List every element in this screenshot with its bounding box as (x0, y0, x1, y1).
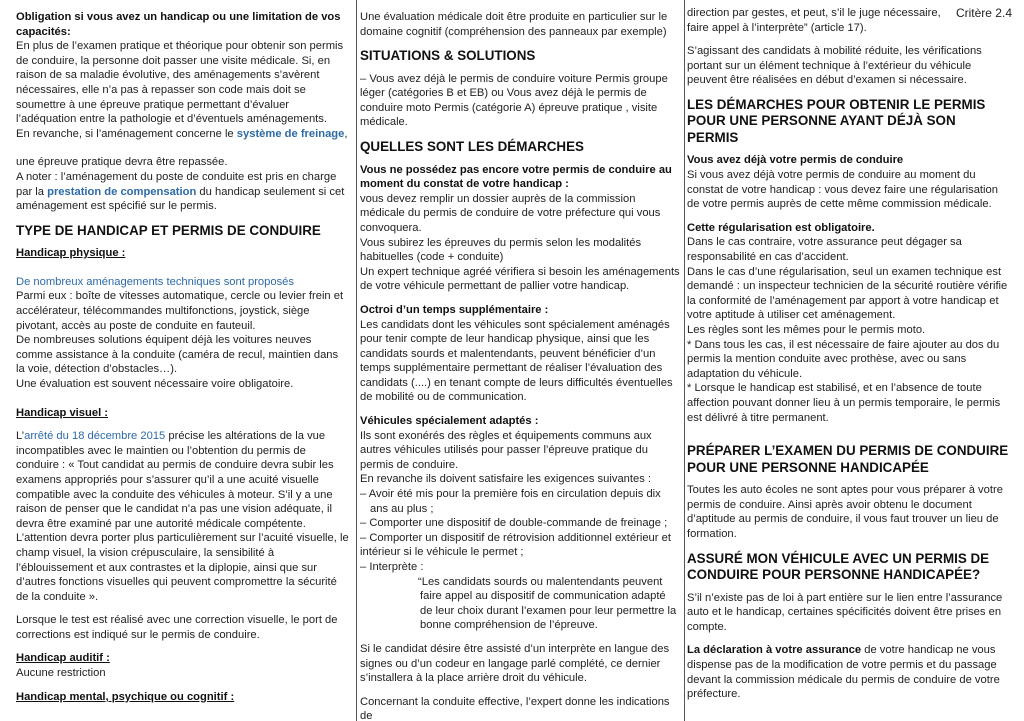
correction-paragraph: Lorsque le test est réalisé avec une correction visuelle, le port de corrections est indiqué sur le permis de conduire. (16, 614, 338, 641)
column-2 (360, 10, 682, 721)
regularisation-paragraph: Cette régularisation est obligatoire. Dans le cas contraire, votre assurance peut dégager sa responsabilité en cas d’accident. Dans le cas d’une régularisation, seul un examen technique est demandé : un inspecteur technicien de la sécurité routière vérifie la conformité de l’aménagement par apport à votre handicap et votre aptitude à utiliser cet aménagement. Les règles sont les mêmes pour le permis moto. * Dans tous les cas, il est nécessaire de faire ajouter au dos du permis la mention conduite avec prothèse, avec ou sans adaptation du véhicule. * Lorsque le handicap est stabilisé, et en l’absence de toute affection pouvant donner lieu à un permis temporaire, le permis est délivré à titre permanent. (687, 221, 1008, 424)
heading-demarches-deja: LES DÉMARCHES POUR OBTENIR LE PERMIS POUR UNE PERSONNE AYANT DÉJÀ SON PERMIS (687, 96, 986, 145)
vehicules-paragraph: Véhicules spécialement adaptés : Ils sont exonérés des règles et équipements communs aux autres véhicules utilisés pour passer l’épreuve pratique du permis de conduire. En revanche ils doivent satisfaire les exigences suivantes : – Avoir été mis pour la première fois en circulation depuis dix ans au plus ; – Comporter une dispositif de double-commande de freinage ; – Comporter un dispositif de rétrovision additionnel extérieur et intérieur si le véhicule le permet ; – Interprète : (360, 415, 671, 573)
subheading-mental: Handicap mental, psychique ou cognitif : (16, 690, 235, 703)
column-divider (356, 0, 357, 721)
interprete-quote: “Les candidats sourds ou malentendants peuvent faire appel au dispositif de communication adapté de leur choix durant l’examen pour leur permettre la bonne compréhension de l’épreuve. (418, 575, 677, 632)
temps-paragraph: Octroi d’un temps supplémentaire : Les candidats dont les véhicules sont spécialement aménagés pour tenir compte de leur handicap physique, ainsi que les candidats sourds et malentendants, peuvent bénéficier d’un temps supplémentaire permettant de réaliser l’évaluation des candidats (....) en tenant compte de leurs difficultés éventuelles de mobilité ou de communication. (360, 303, 673, 404)
prestation-link[interactable]: prestation de compensation (47, 185, 197, 198)
column-1 (16, 10, 349, 721)
deja-paragraph: Vous avez déjà votre permis de conduire Si vous avez déjà votre permis de conduire au moment du constat de votre handicap : vous devez faire une régularisation de votre permis auprès de cette même commission médicale. (687, 154, 998, 211)
direction-paragraph: direction par gestes, et peut, s’il le juge nécessaire, faire appel à l’interprète” (article 17). (687, 7, 941, 34)
physique-paragraph: De nombreux aménagements techniques sont proposés Parmi eux : boîte de vitesses automatique, cercle ou levier frein et accélérateur, télécommandes multifonctions, joystick, siège pivotant, accès au poste de conduite en fauteuil. De nombreuses solutions équipent déjà les voitures neuves comme assistance à la conduite (caméra de recul, maintien dans la voie, détection d’obstacles…). Une évaluation est souvent nécessaire voire obligatoire. (16, 275, 344, 390)
heading-preparer: PRÉPARER L’EXAMEN DU PERMIS DE CONDUIRE POUR UNE PERSONNE HANDICAPÉE (687, 443, 1009, 475)
note-paragraph: une épreuve pratique devra être repassée. A noter : l’aménagement du poste de conduite est pris en charge par la prestation de compensation du handicap seulement si cet aménagement est spécifié sur le permis. (16, 156, 345, 213)
auditif-block: Handicap auditif : Aucune restriction (16, 652, 110, 680)
amenagements-link[interactable]: De nombreux aménagements techniques sont proposés (16, 275, 294, 288)
mobilite-paragraph: S’agissant des candidats à mobilité réduite, les vérifications portant sur un élément technique à l’extérieur du véhicule peuvent être réalisées en début d’examen si nécessaire. (687, 45, 982, 87)
declaration-paragraph: La déclaration à votre assurance de votre handicap ne vous dispense pas de la modification de votre permis et du passage devant la commission médicale du permis de conduire de votre préfecture. (687, 644, 1000, 701)
obligation-paragraph: Obligation si vous avez un handicap ou une limitation de vos capacités: En plus de l’examen pratique et théorique pour obtenir son permis de conduire, la personne doit passer une visite médicale. Si, en raison de sa maladie évolutive, des aménagements s’avèrent nécessaires, elle n’a pas à repasser son code mais doit se soumettre à une épreuve pratique permettant d’évaluer l’adéquation entre la pathologie et d’éventuels aménagements. En revanche, si l’aménagement concerne le système de freinage, (16, 11, 348, 140)
subheading-physique: Handicap physique : (16, 247, 126, 260)
heading-demarches: QUELLES SONT LES DÉMARCHES (360, 139, 584, 155)
obligation-title: Obligation si vous avez un handicap ou une limitation de vos capacités: (16, 11, 341, 38)
demarches-paragraph: Vous ne possédez pas encore votre permis de conduire au moment du constat de votre handicap : vous devez remplir un dossier auprès de la commission médicale du permis de conduire de votre préfecture qui vous convoquera. Vous subirez les épreuves du permis selon les modalités habituelles (code + conduite) Un expert technique agréé vérifiera si besoin les aménagements de votre véhicule permettant de pallier votre handicap. (360, 163, 680, 293)
list-item-continued: ans au plus ; (370, 502, 434, 515)
preparer-paragraph: Toutes les auto écoles ne sont aptes pour vous préparer à votre permis de conduire. Ainsi après avoir obtenu le document d’aptitude au permis de conduire, il vous faut trouver un lieu de formation. (687, 484, 1003, 540)
list-item: – Comporter une dispositif de double-commande de freinage ; (360, 517, 668, 530)
subheading-auditif: Handicap auditif : (16, 652, 110, 665)
list-item: – Avoir été mis pour la première fois en circulation depuis dix (360, 488, 661, 501)
visuel-paragraph: L’arrêté du 18 décembre 2015 précise les altérations de la vue incompatibles avec le maintien ou l’obtention du permis de conduire : « Tout candidat au permis de conduire devra subir les examens appropriés pour s’assurer qu’il a une acuité visuelle compatible avec la conduite des véhicules à moteur. S’il y a une raison de penser que le candidat n’a pas une vision adéquate, il devra être examiné par une autorité médicale compétente. L’attention devra porter plus particulièrement sur l’acuité visuelle, le champ visuel, la vision crépusculaire, la sensibilité à l’éblouissement et aux contrastes et la diplopie, ainsi que sur d’autres fonctions visuelles qui peuvent compromettre la sécurité de la conduite ». (16, 430, 349, 603)
arrete-link[interactable]: arrêté du 18 décembre 2015 (24, 430, 166, 443)
column-3 (687, 6, 1009, 721)
heading-type-handicap: TYPE DE HANDICAP ET PERMIS DE CONDUIRE (16, 222, 321, 238)
heading-situations: SITUATIONS & SOLUTIONS (360, 48, 536, 64)
cognitif-paragraph: Une évaluation médicale doit être produite en particulier sur le domaine cognitif (compréhension des panneaux par exemple) (360, 11, 668, 38)
conduite-paragraph: Concernant la conduite effective, l’expert donne les indications de (360, 695, 670, 721)
page-label: Critère 2.4 (955, 6, 1012, 20)
subheading-visuel: Handicap visuel : (16, 406, 109, 419)
situations-paragraph: – Vous avez déjà le permis de conduire voiture Permis groupe léger (catégories B et EB) ou Vous avez déjà le permis de conduire moto Permis (catégorie A) épreuve pratique , visite médicale. (360, 72, 668, 129)
assurance-paragraph: S’il n’existe pas de loi à part entière sur le lien entre l’assurance auto et le handicap, certaines spécificités doivent être prises en compte. (687, 591, 1003, 633)
list-item: – Comporter un dispositif de rétrovision additionnel extérieur et intérieur si le véhicule le permet ; (360, 531, 671, 559)
heading-assure: ASSURÉ MON VÉHICULE AVEC UN PERMIS DE CONDUIRE POUR PERSONNE HANDICAPÉE? (687, 550, 990, 583)
list-item: – Interprète : (360, 561, 424, 573)
column-divider (684, 0, 685, 721)
freinage-link[interactable]: système de freinage (236, 127, 345, 140)
interprete-paragraph: Si le candidat désire être assisté d’un interprète en langue des signes ou d’un codeur en langage parlé complété, ce dernier s’installera à la place arrière droit du véhicule. (360, 642, 670, 685)
